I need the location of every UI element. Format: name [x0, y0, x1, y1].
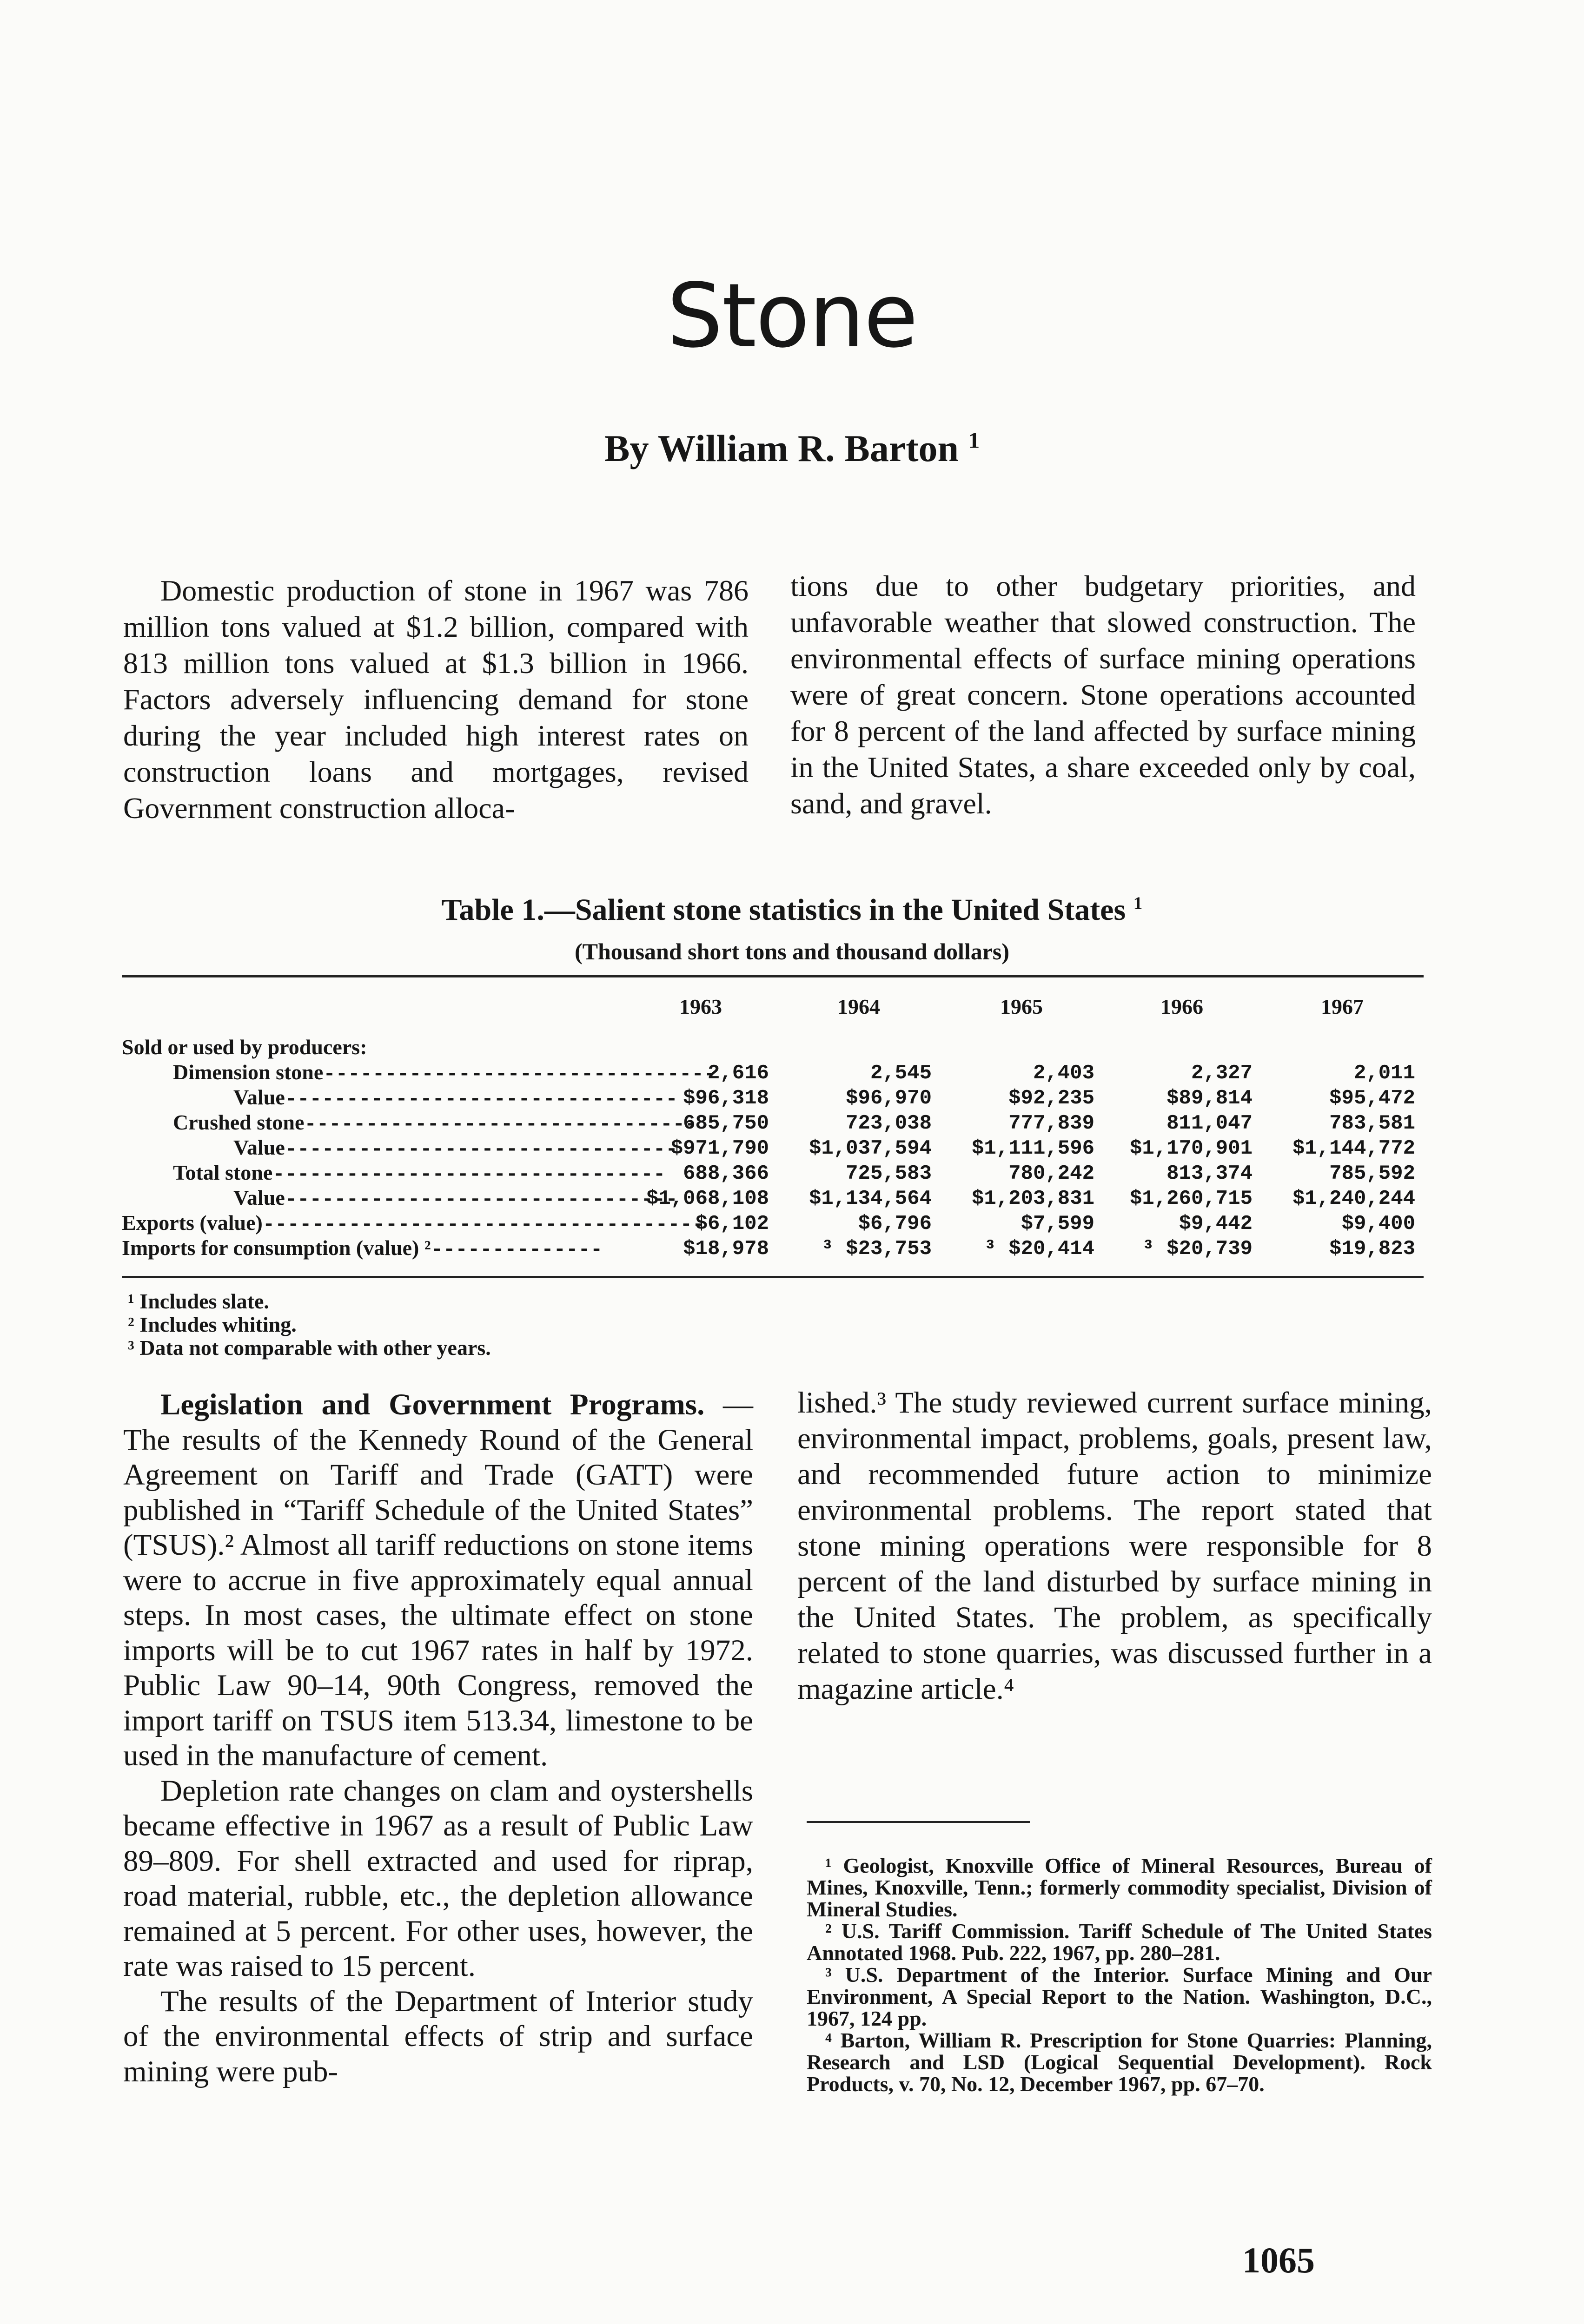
footnote: ⁴ Barton, William R. Prescription for Stone Quarries: Planning, Research and LSD (Logical Sequential Development). Rock Products, v. 70, No. 12, December 1967, pp. 67–70.	[807, 2028, 1432, 2096]
table-cell: 688,366	[683, 1162, 769, 1185]
table-cell: $1,240,244	[1292, 1187, 1415, 1210]
table-cell: $92,235	[1008, 1087, 1094, 1110]
legislation-paragraph	[123, 1387, 753, 1774]
row-label: Value--------------------------------	[233, 1085, 678, 1111]
author-name: By William R. Barton	[604, 427, 959, 469]
table-row	[122, 1086, 1424, 1111]
table-cell: 785,592	[1329, 1162, 1415, 1185]
table-cell: $1,134,564	[809, 1187, 932, 1210]
table-cell: 2,403	[1033, 1062, 1094, 1085]
table-cell: 777,839	[1008, 1112, 1094, 1135]
table-cell: 2,327	[1191, 1062, 1253, 1085]
salient-statistics-table	[122, 995, 1424, 1261]
year-header: 1967	[1321, 995, 1364, 1018]
table-cell: 2,616	[707, 1062, 769, 1085]
table-top-rule	[122, 975, 1424, 977]
table-cell: $96,970	[846, 1087, 932, 1110]
table-cell: 723,038	[846, 1112, 932, 1135]
row-label: Total stone--------------------------------	[173, 1161, 666, 1186]
table-cell: $1,170,901	[1129, 1137, 1253, 1160]
footnotes	[807, 1855, 1432, 2095]
interior-study-paragraph: The results of the Department of Interior study of the environmental effects of strip and surface mining were pub-	[123, 1984, 753, 2088]
table-cell: 811,047	[1166, 1112, 1253, 1135]
table-bottom-rule	[122, 1276, 1424, 1278]
study-continuation-paragraph: lished.³ The study reviewed current surface mining, environmental impact, problems, goals, present law, and recommended future action to minimize environmental problems. The report stated that stone mining operations were responsible for 8 percent of the land disturbed by surface mining in the United States. The problem, as specifically related to stone quarries, was discussed further in a magazine article.⁴	[797, 1386, 1432, 1706]
table-notes	[128, 1290, 825, 1360]
table-cell: $6,102	[695, 1212, 769, 1235]
table-cell: 725,583	[846, 1162, 932, 1185]
table-cell: $9,442	[1179, 1212, 1253, 1235]
intro-right-column	[790, 568, 1416, 822]
footnote: ¹ Geologist, Knoxville Office of Mineral Resources, Bureau of Mines, Knoxville, Tenn.; formerly commodity specialist, Division of Mineral Studies.	[807, 1854, 1432, 1921]
table-row	[122, 1211, 1424, 1236]
table-cell: 783,581	[1329, 1112, 1415, 1135]
table-cell: $89,814	[1166, 1087, 1253, 1110]
body-left-column	[123, 1387, 753, 2089]
table-cell: 685,750	[683, 1112, 769, 1135]
table-row	[122, 1136, 1424, 1161]
table-cell: 2,011	[1353, 1062, 1415, 1085]
table-cell: $18,978	[683, 1237, 769, 1261]
table-cell: $971,790	[670, 1137, 769, 1160]
section-heading: Legislation and Government Programs.	[160, 1388, 705, 1421]
intro-left-column	[123, 573, 749, 826]
row-label: Dimension stone--------------------------------	[173, 1060, 716, 1086]
byline	[0, 425, 1584, 472]
table-title	[0, 891, 1584, 929]
table-section-label: Sold or used by producers:	[122, 1035, 367, 1059]
table-cell: $96,318	[683, 1087, 769, 1110]
table-cell: 813,374	[1166, 1162, 1253, 1185]
table-cell: ³ $23,753	[821, 1237, 932, 1261]
table-cell: ³ $20,739	[1142, 1237, 1253, 1261]
page-number: 1065	[1242, 2240, 1315, 2280]
year-header: 1966	[1160, 995, 1203, 1018]
table-row	[122, 1186, 1424, 1211]
year-header: 1964	[837, 995, 880, 1018]
table-cell: $1,068,108	[646, 1187, 769, 1210]
table-cell: 780,242	[1008, 1162, 1094, 1185]
table-note: ³ Data not comparable with other years.	[128, 1336, 491, 1360]
page-title: Stone	[667, 264, 917, 367]
table-header-row	[122, 995, 1424, 1036]
year-header: 1965	[1000, 995, 1043, 1018]
row-label: Exports (value)------------------------------------	[122, 1211, 705, 1236]
table-cell: $19,823	[1329, 1237, 1415, 1261]
table-row	[122, 1236, 1424, 1261]
table-note: ¹ Includes slate.	[128, 1289, 269, 1313]
table-cell: 2,545	[870, 1062, 932, 1085]
row-label: Value--------------------------------	[233, 1136, 678, 1161]
intro-paragraph-left: Domestic production of stone in 1967 was 786 million tons valued at $1.2 billion, compared with 813 million tons valued at $1.3 billion in 1966. Factors adversely influencing demand for stone during the year included high interest rates on construction loans and mortgages, revised Government construction alloca-	[123, 574, 749, 825]
byline-footnote-mark: 1	[968, 427, 980, 453]
footnote: ³ U.S. Department of the Interior. Surface Mining and Our Environment, A Special Report to the Nation. Washington, D.C., 1967, 124 pp.	[807, 1963, 1432, 2030]
table-title-text: Table 1.—Salient stone statistics in the United States	[441, 893, 1126, 927]
table-title-mark: 1	[1133, 893, 1143, 913]
table-row	[122, 1111, 1424, 1136]
body-right-column	[797, 1385, 1432, 1707]
table-cell: $1,037,594	[809, 1137, 932, 1160]
table-cell: $7,599	[1021, 1212, 1094, 1235]
table-header-label	[122, 995, 624, 1036]
table-section-row	[122, 1036, 1424, 1061]
intro-paragraph-right: tions due to other budgetary priorities, and unfavorable weather that slowed construction. The environmental effects of surface mining operations were of great concern. Stone operations accounted for 8 percent of the land affected by surface mining in the United States, a share exceeded only by coal, sand, and gravel.	[790, 569, 1416, 820]
year-header: 1963	[679, 995, 722, 1018]
table-cell: $1,111,596	[971, 1137, 1094, 1160]
table-cell: $6,796	[858, 1212, 932, 1235]
table-cell: $1,144,772	[1292, 1137, 1415, 1160]
table-row	[122, 1061, 1424, 1086]
table-row	[122, 1161, 1424, 1186]
table-cell: $95,472	[1329, 1087, 1415, 1110]
table-note: ² Includes whiting.	[128, 1313, 297, 1336]
table-cell: ³ $20,414	[984, 1237, 1094, 1261]
depletion-paragraph: Depletion rate changes on clam and oystershells became effective in 1967 as a result of Public Law 89–809. For shell extracted and used for riprap, road material, rubble, etc., the depletion allowance remained at 5 percent. For other uses, however, the rate was raised to 15 percent.	[123, 1774, 753, 1983]
legislation-text: —The results of the Kennedy Round of the General Agreement on Tariff and Trade (GATT) were published in “Tariff Schedule of the United States” (TSUS).² Almost all tariff reductions on stone items were to accrue in five approximately equal annual steps. In most cases, the ultimate effect on stone imports will be to cut 1967 rates in half by 1972. Public Law 90–14, 90th Congress, removed the import tariff on TSUS item 513.34, limestone to be used in the manufacture of cement.	[123, 1388, 753, 1772]
table-subtitle: (Thousand short tons and thousand dollars)	[574, 938, 1010, 964]
row-label: Value--------------------------------	[233, 1186, 678, 1211]
footnote: ² U.S. Tariff Commission. Tariff Schedule of The United States Annotated 1968. Pub. 222, 1967, pp. 280–281.	[807, 1919, 1432, 1965]
footnote-rule	[807, 1821, 1030, 1823]
table-cell: $1,203,831	[971, 1187, 1094, 1210]
row-label: Imports for consumption (value) ²--------------	[122, 1236, 603, 1261]
row-label: Crushed stone--------------------------------	[173, 1110, 697, 1136]
table-cell: $9,400	[1341, 1212, 1415, 1235]
table-cell: $1,260,715	[1129, 1187, 1253, 1210]
